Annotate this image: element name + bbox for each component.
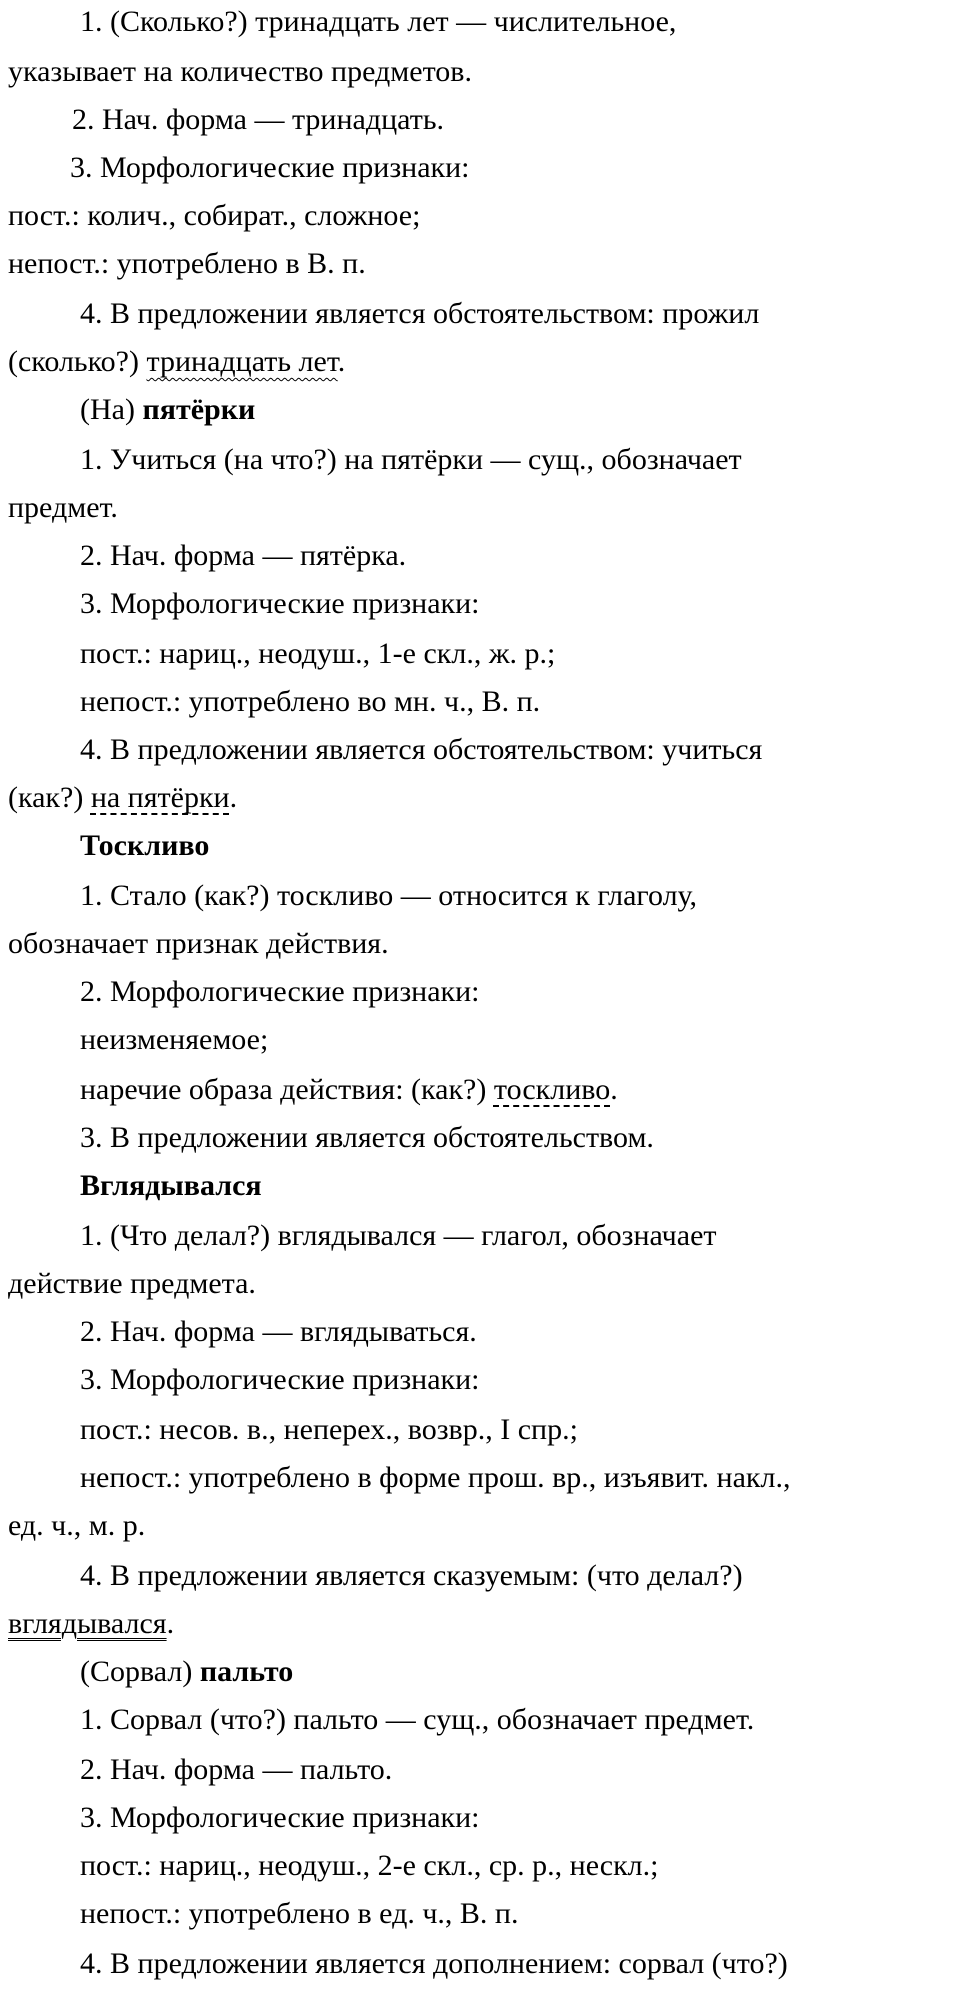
text-line: пост.: нариц., неодуш., 2-е скл., ср. р., нескл.; (80, 1849, 659, 1882)
text-line: указывает на количество предметов. (8, 55, 472, 88)
underlined-word: вглядывался (8, 1607, 167, 1640)
text-line: непост.: употреблено во мн. ч., В. п. (80, 685, 541, 718)
text-line: 2. Морфологические признаки: (80, 975, 480, 1008)
text-line: (как?) на пятёрки. (8, 781, 238, 814)
text-line: 1. Учиться (на что?) на пятёрки — сущ., обозначает (80, 443, 742, 476)
underlined-word: тринадцать лет (146, 345, 338, 378)
text-line: пост.: колич., собират., сложное; (8, 199, 421, 232)
text-line: 4. В предложении является сказуемым: (что делал?) (80, 1559, 743, 1592)
text-line: 2. Нач. форма — пятёрка. (80, 539, 407, 572)
text-line: неизменяемое; (80, 1023, 269, 1056)
text-line: 3. Морфологические признаки: (80, 1363, 480, 1396)
text-line: наречие образа действия: (как?) тоскливо. (80, 1073, 618, 1106)
text-line: 3. Морфологические признаки: (80, 1801, 480, 1834)
text-line: обозначает признак действия. (8, 927, 389, 960)
section-heading: Вглядывался (80, 1169, 262, 1202)
underlined-word: тоскливо (493, 1073, 611, 1106)
underlined-word: на пятёрки (90, 781, 230, 814)
text-line: 1. (Что делал?) вглядывался — глагол, обозначает (80, 1219, 717, 1252)
text-line: непост.: употреблено в форме прош. вр., изъявит. накл., (80, 1461, 791, 1494)
section-heading: (На) пятёрки (80, 393, 256, 426)
text-line: 1. (Сколько?) тринадцать лет — числительное, (80, 5, 677, 38)
text-line: 3. Морфологические признаки: (80, 587, 480, 620)
text-line: 1. Стало (как?) тоскливо — относится к глаголу, (80, 879, 698, 912)
section-heading: (Сорвал) пальто (80, 1655, 294, 1688)
text-line: 3. Морфологические признаки: (70, 151, 470, 184)
text-line: действие предмета. (8, 1267, 256, 1300)
text-line: ед. ч., м. р. (8, 1509, 146, 1542)
text-line: предмет. (8, 491, 118, 524)
text-line: вглядывался. (8, 1607, 175, 1640)
text-line: 4. В предложении является дополнением: сорвал (что?) (80, 1947, 788, 1980)
text-line: пост.: нариц., неодуш., 1-е скл., ж. р.; (80, 637, 556, 670)
text-line: 4. В предложении является обстоятельством: прожил (80, 297, 760, 330)
section-heading: Тоскливо (80, 829, 210, 862)
text-line: непост.: употреблено в ед. ч., В. п. (80, 1897, 519, 1930)
text-line: 1. Сорвал (что?) пальто — сущ., обозначает предмет. (80, 1703, 755, 1736)
text-line: непост.: употреблено в В. п. (8, 247, 366, 280)
text-line: 2. Нач. форма — пальто. (80, 1753, 393, 1786)
text-line: 3. В предложении является обстоятельством. (80, 1121, 654, 1154)
text-line: 2. Нач. форма — тринадцать. (72, 103, 444, 136)
text-line: (сколько?) тринадцать лет. (8, 345, 346, 378)
text-line: 4. В предложении является обстоятельством: учиться (80, 733, 763, 766)
text-line: пост.: несов. в., неперех., возвр., I спр.; (80, 1413, 578, 1446)
text-line: 2. Нач. форма — вглядываться. (80, 1315, 477, 1348)
